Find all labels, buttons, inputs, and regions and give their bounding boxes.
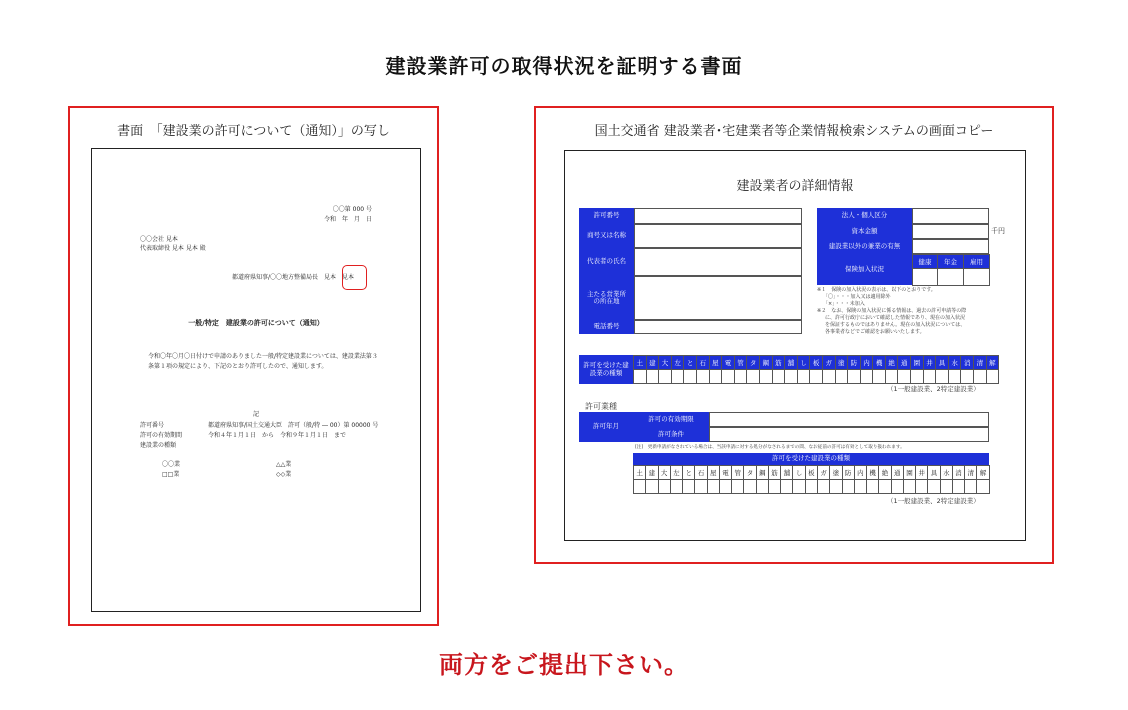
trade-value-cell (928, 480, 940, 494)
insurance-cell (938, 269, 964, 286)
system-screen-copy (564, 150, 1026, 541)
doc-row3-label: 建設業の種類 (140, 442, 177, 449)
doc-row1-value: 都道府県知事/国土交通大臣 許可（般/特 ― 00）第 00000 号 (208, 422, 379, 429)
insurance-col-health: 健康 (913, 255, 938, 269)
trade-value-cell (823, 370, 836, 384)
trade-value-cell (855, 480, 867, 494)
doc-heading: 一般/特定 建設業の許可について（通知） (188, 319, 324, 327)
label-main-office: 主たる営業所の所在地 (579, 276, 634, 320)
trade-value-cell (953, 480, 965, 494)
trade-header-cell: 舗 (785, 356, 798, 370)
trade-value-cell (886, 370, 899, 384)
doc-date: 令和 年 月 日 (323, 216, 372, 223)
note-line: を保証するものではありません。現在の加入状況については、 (825, 322, 966, 328)
trade-value-cell (836, 370, 849, 384)
trade-value-cell (683, 480, 695, 494)
trade-header-cell: タ (744, 466, 756, 480)
label-representative: 代表者の氏名 (579, 248, 634, 276)
trade-header-cell: 絶 (879, 466, 891, 480)
trade-header-cell: 左 (672, 356, 685, 370)
trade-value-cell (720, 480, 732, 494)
trade-header-cell: 鋼 (760, 356, 773, 370)
trade-header-cell: 筋 (773, 356, 786, 370)
trade-header-cell: 消 (961, 356, 974, 370)
seal-stamp-box (342, 265, 367, 290)
page-title: 建設業許可の取得状況を証明する書面 (385, 54, 743, 78)
trade-value-cell (781, 480, 793, 494)
trade-header-cell: 通 (898, 356, 911, 370)
trade-header-cell: 井 (924, 356, 937, 370)
trade-header-cell: ガ (818, 466, 830, 480)
trade-header-cell: 板 (810, 356, 823, 370)
note-line: 各事業者などでご確認をお願いいたします。 (825, 329, 925, 335)
label-validity: 許可の有効期限 (633, 412, 709, 427)
trade-header-cell: 大 (659, 356, 672, 370)
trade-header-cell: 電 (722, 356, 735, 370)
trade-value-cell (977, 480, 989, 494)
trade-value-cell (744, 480, 756, 494)
label-capital: 資本金額 (817, 224, 912, 239)
doc-addressee-company: 〇〇会社 見本 (140, 236, 178, 243)
doc-row2-label: 許可の有効期間 (140, 432, 183, 439)
trade-header-cell: 水 (949, 356, 962, 370)
trade-header-cell: 解 (977, 466, 989, 480)
trade-value-cell (793, 480, 805, 494)
trade-value-cell (961, 370, 974, 384)
trade-header-cell: 塗 (836, 356, 849, 370)
label-trades-2: 許可を受けた建設業の種類 (633, 453, 989, 465)
value-representative (634, 248, 802, 276)
value-trade-name (634, 224, 802, 248)
trade-value-cell (892, 480, 904, 494)
note-line: ※２ なお、保険の加入状況に係る情報は、過去の許可申請等の際 (817, 308, 967, 314)
trade-header-cell: 土 (634, 466, 646, 480)
screen-title: 建設業者の詳細情報 (736, 179, 854, 194)
label-side-business: 建設業以外の兼業の有無 (817, 239, 912, 254)
trade-value-cell (818, 480, 830, 494)
insurance-col-employment: 雇用 (964, 255, 990, 269)
doc-ki: 記 (252, 411, 259, 418)
trade-header-cell: 舗 (781, 466, 793, 480)
trade-value-cell (769, 480, 781, 494)
trade-value-cell (987, 370, 1000, 384)
trade-value-cell (722, 370, 735, 384)
trade-header-cell: 石 (697, 356, 710, 370)
trades-note-2: （1一般建設業、2特定建設業） (887, 497, 980, 505)
trade-value-cell (798, 370, 811, 384)
label-trades-1: 許可を受けた建設業の種類 (579, 355, 633, 384)
trade-value-cell (672, 370, 685, 384)
trade-value-cell (879, 480, 891, 494)
trade-value-cell (785, 370, 798, 384)
trade-value-cell (735, 370, 748, 384)
value-side-business (912, 239, 989, 254)
trade-header-cell: 筋 (769, 466, 781, 480)
trade-header-cell: 土 (634, 356, 647, 370)
trades-grid-1 (633, 355, 999, 384)
trade-header-cell: 建 (646, 466, 658, 480)
doc-type-c: □□業 (162, 471, 180, 478)
trade-header-cell: ガ (823, 356, 836, 370)
trade-header-cell: 井 (916, 466, 928, 480)
trade-header-cell: と (684, 356, 697, 370)
doc-row1-label: 許可番号 (140, 422, 165, 429)
trade-value-cell (747, 370, 760, 384)
left-panel (68, 106, 439, 626)
trade-header-cell: 建 (647, 356, 660, 370)
capital-unit: 千円 (991, 227, 1005, 235)
trade-header-cell: 機 (867, 466, 879, 480)
doc-number: 〇〇第 000 号 (332, 206, 372, 213)
doc-row2-value: 令和４年１月１日 から 令和９年１月１日 まで (208, 432, 347, 439)
trade-value-cell (634, 370, 647, 384)
trade-header-cell: 内 (855, 466, 867, 480)
trade-header-cell: 電 (720, 466, 732, 480)
trade-header-cell: 園 (904, 466, 916, 480)
doc-body: 令和〇年〇月〇日付けで申請のありました一般/特定建設業については、建設業法第３条第１項の規定により、下記のとおり許可したので、通知します。 (148, 353, 378, 370)
trade-value-cell (806, 480, 818, 494)
trade-value-cell (974, 370, 987, 384)
trade-header-cell: 石 (695, 466, 707, 480)
trade-value-cell (710, 370, 723, 384)
trade-value-cell (760, 370, 773, 384)
trade-value-cell (634, 480, 646, 494)
label-trade-name: 商号又は名称 (579, 224, 634, 248)
label-corp-type: 法人・個人区分 (817, 208, 912, 224)
trade-header-cell: 絶 (886, 356, 899, 370)
right-panel-caption: 国土交通省 建設業者･宅建業者等企業情報検索システムの画面コピー (594, 124, 994, 139)
label-condition: 許可条件 (633, 427, 709, 442)
trade-value-cell (873, 370, 886, 384)
trade-header-cell: 消 (953, 466, 965, 480)
trade-value-cell (861, 370, 874, 384)
trade-header-cell: 解 (987, 356, 1000, 370)
trade-header-cell: 具 (928, 466, 940, 480)
trade-value-cell (924, 370, 937, 384)
value-condition (709, 427, 989, 442)
insurance-col-pension: 年金 (938, 255, 964, 269)
insurance-cell (964, 269, 990, 286)
trade-value-cell (867, 480, 879, 494)
trade-value-cell (773, 370, 786, 384)
label-insurance: 保険加入状況 (817, 254, 912, 285)
doc-type-d: ◇◇業 (276, 471, 292, 478)
trade-value-cell (936, 370, 949, 384)
permit-notice-document (91, 148, 421, 612)
trade-header-cell: 通 (892, 466, 904, 480)
renewal-note: [注] 更新申請がなされている場合は、当該申請に対する処分がなされるまでの間、なお従前の許可は有効として取り扱われます。 (635, 445, 905, 450)
value-phone (634, 320, 802, 334)
doc-addressee-rep: 代表取締役 見本 見本 殿 (140, 245, 206, 252)
trade-value-cell (965, 480, 977, 494)
trade-header-cell: 屋 (710, 356, 723, 370)
trades-grid-2 (633, 465, 990, 494)
trade-header-cell: 鋼 (757, 466, 769, 480)
insurance-grid (912, 254, 990, 286)
trade-value-cell (708, 480, 720, 494)
trade-header-cell: 板 (806, 466, 818, 480)
trade-header-cell: 清 (974, 356, 987, 370)
trade-header-cell: 管 (735, 356, 748, 370)
trade-value-cell (647, 370, 660, 384)
trade-header-cell: し (798, 356, 811, 370)
doc-type-a: 〇〇業 (162, 461, 181, 468)
note-line: 「〇」・・・加入又は適用除外 (823, 294, 891, 300)
trade-value-cell (697, 370, 710, 384)
trade-header-cell: 具 (936, 356, 949, 370)
trade-value-cell (659, 370, 672, 384)
trade-value-cell (898, 370, 911, 384)
right-panel (534, 106, 1054, 564)
trade-value-cell (646, 480, 658, 494)
trade-value-cell (941, 480, 953, 494)
note-line: に、許可行政庁において確認した情報であり、現在の加入状況 (825, 315, 966, 321)
note-line: ※１ 保険の加入状況の表示は、以下のとおりです。 (817, 287, 936, 293)
trade-value-cell (904, 480, 916, 494)
doc-issuer: 都道府県知事/〇〇地方整備局長 見本 見本 (232, 274, 355, 281)
trade-header-cell: 左 (671, 466, 683, 480)
trade-value-cell (757, 480, 769, 494)
trade-header-cell: 内 (861, 356, 874, 370)
value-main-office (634, 276, 802, 320)
trade-value-cell (830, 480, 842, 494)
value-corp-type (912, 208, 989, 224)
trade-value-cell (911, 370, 924, 384)
trade-value-cell (684, 370, 697, 384)
trade-value-cell (848, 370, 861, 384)
trade-header-cell: 機 (873, 356, 886, 370)
trades-note-1: （1一般建設業、2特定建設業） (887, 385, 980, 393)
trade-value-cell (949, 370, 962, 384)
trade-header-cell: 塗 (830, 466, 842, 480)
insurance-cell (913, 269, 938, 286)
trade-header-cell: 屋 (708, 466, 720, 480)
trade-header-cell: 大 (659, 466, 671, 480)
left-panel-caption: 書面 「建設業の許可について（通知）」の写し (117, 124, 390, 139)
value-capital (912, 224, 989, 239)
permit-type-heading: 許可業種 (585, 402, 617, 411)
trade-header-cell: と (683, 466, 695, 480)
doc-type-b: △△業 (276, 461, 292, 468)
trade-value-cell (843, 480, 855, 494)
trade-header-cell: 清 (965, 466, 977, 480)
trade-header-cell: タ (747, 356, 760, 370)
trade-value-cell (732, 480, 744, 494)
trade-header-cell: 園 (911, 356, 924, 370)
trade-header-cell: 管 (732, 466, 744, 480)
trade-header-cell: 防 (848, 356, 861, 370)
note-line: 「×」・・・未加入 (823, 301, 865, 307)
label-phone: 電話番号 (579, 320, 634, 334)
trade-value-cell (810, 370, 823, 384)
trade-value-cell (916, 480, 928, 494)
footer-note: 両方をご提出下さい。 (439, 651, 689, 679)
trade-value-cell (671, 480, 683, 494)
value-validity (709, 412, 989, 427)
trade-header-cell: 防 (843, 466, 855, 480)
value-permit-number (634, 208, 802, 224)
label-permit-year: 許可年月 (579, 412, 633, 442)
trade-header-cell: 水 (941, 466, 953, 480)
trade-value-cell (659, 480, 671, 494)
trade-header-cell: し (793, 466, 805, 480)
trade-value-cell (695, 480, 707, 494)
label-permit-number: 許可番号 (579, 208, 634, 224)
